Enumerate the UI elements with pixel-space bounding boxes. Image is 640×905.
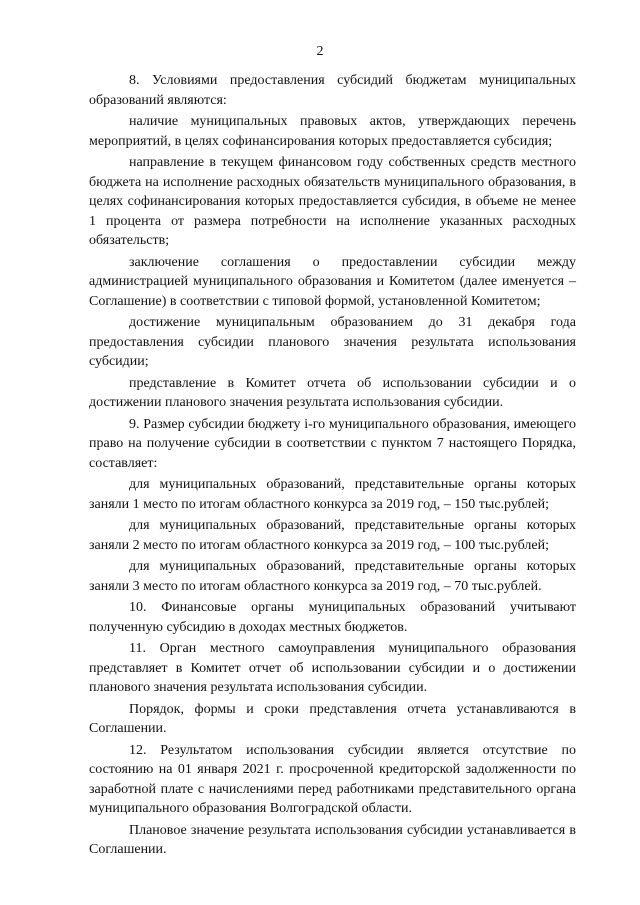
- paragraph-place-3: для муниципальных образований, представительные органы которых заняли 3 место по итогам областного конкурса за 2019 год, – 70 тыс.рублей.: [89, 559, 576, 594]
- page-number: 2: [316, 44, 324, 59]
- paragraph-condition-report: представление в Комитет отчета об использовании субсидии и о достижении планового значения результата использования субсидии.: [89, 375, 576, 410]
- paragraph-condition-agreement: заключение соглашения о предоставлении субсидии между администрацией муниципального образования и Комитетом (далее именуется – Соглашение) в соответствии с типовой формой, установленной Комитетом;: [89, 254, 576, 309]
- document-body: [89, 71, 576, 862]
- paragraph-place-2: для муниципальных образований, представительные органы которых заняли 2 место по итогам областного конкурса за 2019 год, – 100 тыс.рублей;: [89, 518, 576, 553]
- paragraph-10: 10. Финансовые органы муниципальных образований учитывают полученную субсидию в доходах местных бюджетов.: [89, 600, 576, 635]
- paragraph-11: 11. Орган местного самоуправления муниципального образования представляет в Комитет отчет об использовании субсидии и о достижении планового значения результата использования субсидии.: [89, 641, 576, 695]
- paragraph-8: 8. Условиями предоставления субсидий бюджетам муниципальных образований являются:: [89, 73, 576, 108]
- paragraph-12: 12. Результатом использования субсидии является отсутствие по состоянию на 01 января 2021 г. просроченной кредиторской задолженности по заработной плате с начислениями перед работниками представительного органа муниципального образования Волгоградской области.: [89, 742, 576, 816]
- paragraph-condition-achievement: достижение муниципальным образованием до 31 декабря года предоставления субсидии планового значения результата использования субсидии;: [89, 315, 576, 369]
- paragraph-place-1: для муниципальных образований, представительные органы которых заняли 1 место по итогам областного конкурса за 2019 год, – 150 тыс.рублей;: [89, 477, 576, 512]
- paragraph-condition-own-funds: направление в текущем финансовом году собственных средств местного бюджета на исполнение расходных обязательств муниципального образования, в целях софинансирования которых предоставляется субсидия, в объеме не менее 1 процента от размера потребности на исполнение указанных расходных обязательств;: [89, 155, 576, 248]
- paragraph-9: 9. Размер субсидии бюджету i-го муниципального образования, имеющего право на получение субсидии в соответствии с пунктом 7 настоящего Порядка, составляет:: [89, 416, 576, 471]
- paragraph-condition-legal-acts: наличие муниципальных правовых актов, утверждающих перечень мероприятий, в целях софинансирования которых предоставляется субсидия;: [89, 114, 576, 149]
- paragraph-report-procedure: Порядок, формы и сроки представления отчета устанавливаются в Соглашении.: [89, 701, 576, 736]
- paragraph-planned-value: Плановое значение результата использования субсидии устанавливается в Соглашении.: [89, 822, 576, 857]
